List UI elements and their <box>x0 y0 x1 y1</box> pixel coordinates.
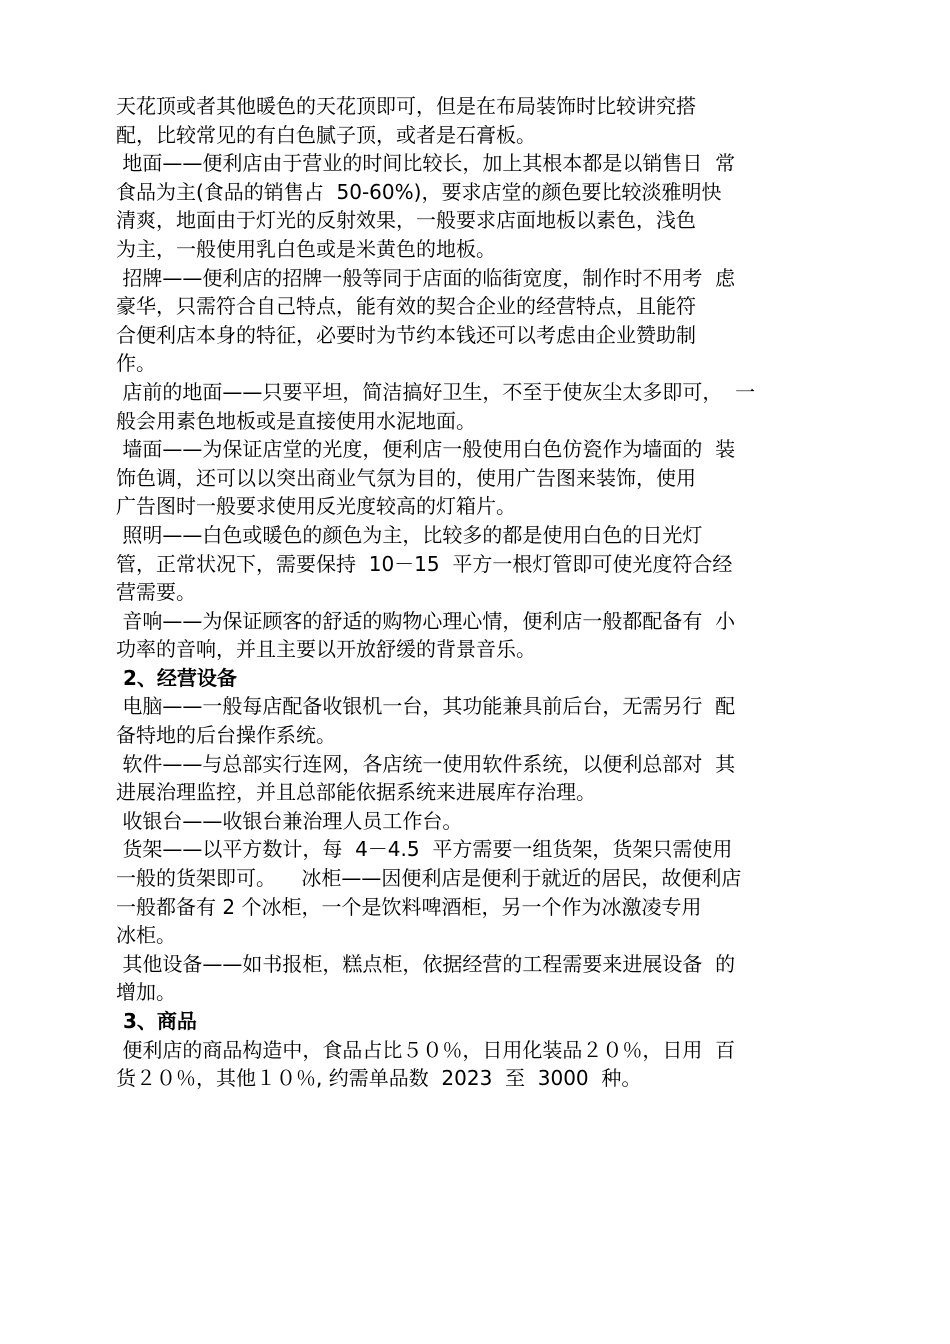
text-line: 作。 <box>116 351 156 376</box>
text-line: 营需要。 <box>116 580 196 605</box>
text-line: 冰柜。 <box>116 923 176 948</box>
text-line: 饰色调，还可以以突出商业气氛为目的，使用广告图来装饰，使用 <box>116 465 696 490</box>
text-line: 清爽，地面由于灯光的反射效果，一般要求店面地板以素色，浅色 <box>116 208 696 233</box>
text-line: 合便利店本身的特征，必要时为节约本钱还可以考虑由企业赞助制 <box>116 322 696 347</box>
text-line: 照明——白色或暖色的颜色为主，比较多的都是使用白色的日光灯 <box>116 522 703 547</box>
text-line: 墙面——为保证店堂的光度，便利店一般使用白色仿瓷作为墙面的 装 <box>116 437 736 462</box>
text-line: 收银台——收银台兼治理人员工作台。 <box>116 808 463 833</box>
document-body <box>116 92 856 1093</box>
text-line: 招牌——便利店的招牌一般等同于店面的临街宽度，制作时不用考 虑 <box>116 265 736 290</box>
text-line: 软件——与总部实行连网，各店统一使用软件系统，以便利总部对 其 <box>116 751 736 776</box>
text-line: 地面——便利店由于营业的时间比较长，加上其根本都是以销售日 常 <box>116 151 736 176</box>
text-line: 电脑——一般每店配备收银机一台，其功能兼具前后台，无需另行 配 <box>116 694 736 719</box>
section-heading: 3、商品 <box>116 1009 197 1033</box>
text-line: 货２０％，其他１０％, 约需单品数 2023 至 3000 种。 <box>116 1066 642 1091</box>
text-line: 天花顶或者其他暖色的天花顶即可，但是在布局装饰时比较讲究搭 <box>116 94 696 118</box>
text-line: 其他设备——如书报柜，糕点柜，依据经营的工程需要来进展设备 的 <box>116 951 736 976</box>
text-line: 食品为主(食品的销售占 50-60%)，要求店堂的颜色要比较淡雅明快 <box>116 179 722 204</box>
text-line: 货架——以平方数计，每 4－4.5 平方需要一组货架，货架只需使用 <box>116 837 733 862</box>
text-line: 一般的货架即可。 冰柜——因便利店是便利于就近的居民，故便利店 <box>116 866 742 891</box>
text-line: 功率的音响，并且主要以开放舒缓的背景音乐。 <box>116 637 536 662</box>
text-line: 备特地的后台操作系统。 <box>116 723 336 748</box>
text-line: 般会用素色地板或是直接使用水泥地面。 <box>116 408 476 433</box>
text-line: 广告图时一般要求使用反光度较高的灯箱片。 <box>116 494 516 519</box>
text-line: 豪华，只需符合自己特点，能有效的契合企业的经营特点，且能符 <box>116 294 696 319</box>
text-line: 一般都备有 2 个冰柜，一个是饮料啤酒柜，另一个作为冰激凌专用 <box>116 894 702 919</box>
text-line: 便利店的商品构造中，食品占比５０％，日用化装品２０％，日用 百 <box>116 1037 736 1062</box>
text-line: 进展治理监控，并且总部能依据系统来进展库存治理。 <box>116 780 596 805</box>
text-line: 音响——为保证顾客的舒适的购物心理心情，便利店一般都配备有 小 <box>116 608 736 633</box>
text-line: 管，正常状况下，需要保持 10－15 平方一根灯管即可使光度符合经 <box>116 551 733 576</box>
section-heading: 2、经营设备 <box>116 665 237 690</box>
text-line: 为主，一般使用乳白色或是米黄色的地板。 <box>116 236 496 261</box>
text-line: 增加。 <box>116 980 176 1005</box>
text-line: 配，比较常见的有白色腻子顶，或者是石膏板。 <box>116 122 536 147</box>
text-line: 店前的地面——只要平坦，简洁搞好卫生，不至于使灰尘太多即可， 一 <box>116 379 756 404</box>
